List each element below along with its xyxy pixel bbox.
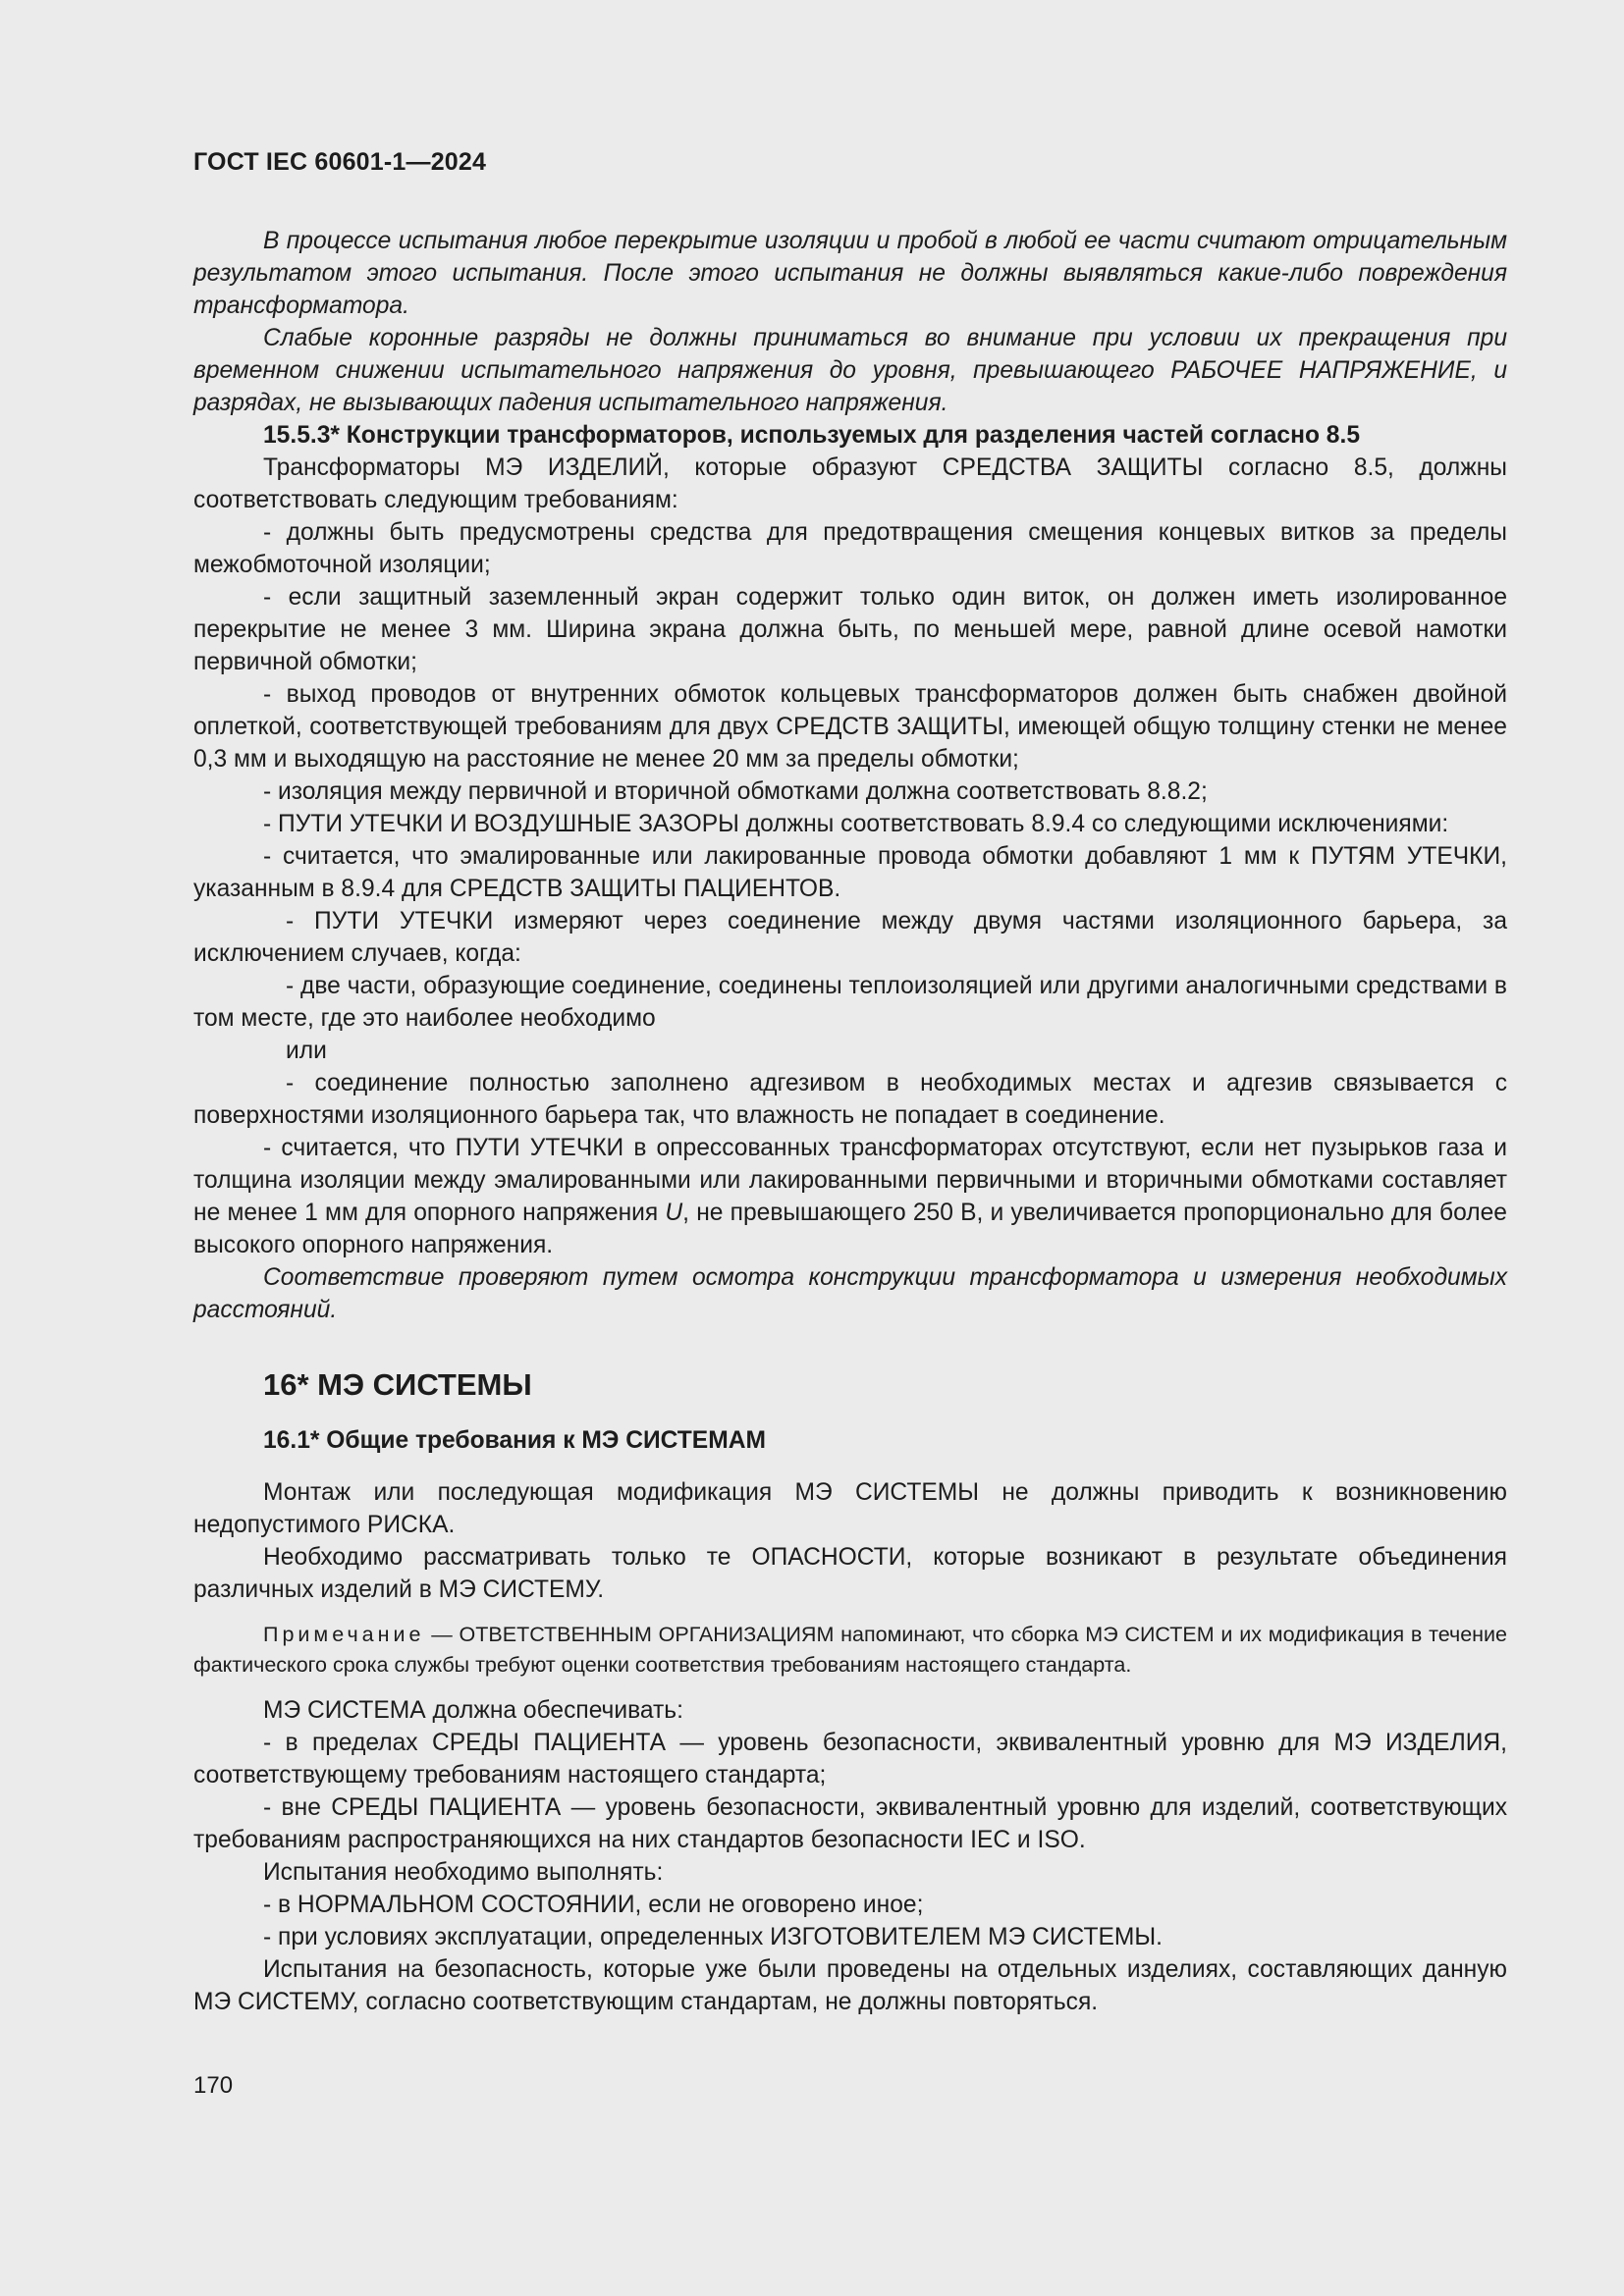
paragraph-compliance-check: Соответствие проверяют путем осмотра конструкции трансформатора и измерения необходимых расстояний. bbox=[193, 1264, 1507, 1323]
list-item-normal-condition: - в НОРМАЛЬНОМ СОСТОЯНИИ, если не оговорено иное; bbox=[263, 1892, 924, 1918]
list-item-enamelled-wire: - считается, что эмалированные или лакированные провода обмотки добавляют 1 мм к ПУТЯМ УТЕЧКИ, указанным в 8.9.4 для СРЕДСТВ ЗАЩИТЫ ПАЦИЕНТОВ. bbox=[193, 843, 1507, 902]
paragraph-me-system-assembly: Монтаж или последующая модификация МЭ СИСТЕМЫ не должны приводить к возникновению недопустимого РИСКА. bbox=[193, 1479, 1507, 1538]
list-item-within-patient-environment: - в пределах СРЕДЫ ПАЦИЕНТА — уровень безопасности, эквивалентный уровню для МЭ ИЗДЕЛИЯ, соответствующему требованиям настоящего стандарта; bbox=[193, 1730, 1507, 1789]
paragraph-hazards-combination: Необходимо рассматривать только те ОПАСНОСТИ, которые возникают в результате объединения различных изделий в МЭ СИСТЕМУ. bbox=[193, 1544, 1507, 1603]
section-16-heading: 16* МЭ СИСТЕМЫ bbox=[263, 1367, 532, 1402]
list-item-end-turns: - должны быть предусмотрены средства для предотвращения смещения концевых витков за пределы межобмоточной изоляции; bbox=[193, 519, 1507, 578]
note bbox=[193, 1620, 1507, 1681]
paragraph-corona-discharges: Слабые коронные разряды не должны приниматься во внимание при условии их прекращения при временном снижении испытательного напряжения до уровня, превышающего РАБОЧЕЕ НАПРЯЖЕНИЕ, и разрядах, не вызывающих падения испытательного напряжения. bbox=[193, 325, 1507, 416]
paragraph-me-system-shall-provide: МЭ СИСТЕМА должна обеспечивать: bbox=[263, 1697, 683, 1724]
list-item-cemented-joint: - две части, образующие соединение, соединены теплоизоляцией или другими аналогичными средствами в том месте, где это наиболее необходимо bbox=[193, 973, 1507, 1032]
note-label: Примечание bbox=[263, 1623, 425, 1646]
list-item-creepage-clearances: - ПУТИ УТЕЧКИ И ВОЗДУШНЫЕ ЗАЗОРЫ должны соответствовать 8.9.4 со следующими исключениями: bbox=[263, 811, 1449, 837]
list-item-toroidal-exit-wires: - выход проводов от внутренних обмоток кольцевых трансформаторов должен быть снабжен двойной оплеткой, соответствующей требованиям для двух СРЕДСТВ ЗАЩИТЫ, имеющей общую толщину стенки не менее 0,3 мм и выходящую на расстояние не менее 20 мм за пределы обмотки; bbox=[193, 681, 1507, 773]
list-item-primary-secondary-insulation: - изоляция между первичной и вторичной обмотками должна соответствовать 8.8.2; bbox=[263, 778, 1208, 805]
list-item-adhesive-joint: - соединение полностью заполнено адгезивом в необходимых местах и адгезив связывается с поверхностями изоляционного барьера так, что влажность не попадает в соединение. bbox=[193, 1070, 1507, 1129]
list-connector-or: или bbox=[286, 1038, 327, 1064]
list-item-outside-patient-environment: - вне СРЕДЫ ПАЦИЕНТА — уровень безопасности, эквивалентный уровню для изделий, соответствующих требованиям распространяющихся на них стандартов безопасности IEC и ISO. bbox=[193, 1794, 1507, 1853]
clause-15-5-3-heading: 15.5.3* Конструкции трансформаторов, используемых для разделения частей согласно 8.5 bbox=[263, 422, 1360, 449]
note-text: — ОТВЕТСТВЕННЫМ ОРГАНИЗАЦИЯМ напоминают, что сборка МЭ СИСТЕМ и их модификация в течение фактического срока службы требуют оценки соответствия требованиям настоящего стандарта. bbox=[193, 1623, 1507, 1677]
moulded-text-end: , не превышающего 250 В, и увеличивается пропорционально для более высокого опорного напряжения. bbox=[193, 1200, 1507, 1258]
document-body bbox=[193, 225, 1507, 2018]
list-item-earthed-screen: - если защитный заземленный экран содержит только один виток, он должен иметь изолированное перекрытие не менее 3 мм. Ширина экрана должна быть, по меньшей мере, равной длине осевой намотки первичной обмотки; bbox=[193, 584, 1507, 675]
paragraph-safety-tests-not-repeated: Испытания на безопасность, которые уже были проведены на отдельных изделиях, составляющих данную МЭ СИСТЕМУ, согласно соответствующим стандартам, не должны повторяться. bbox=[193, 1956, 1507, 2015]
list-item-operating-conditions: - при условиях эксплуатации, определенных ИЗГОТОВИТЕЛЕМ МЭ СИСТЕМЫ. bbox=[263, 1924, 1163, 1950]
moulded-text-start: - считается, что ПУТИ УТЕЧКИ в опрессованных трансформаторах отсутствуют, если нет пузырьков газа и толщина изоляции между эмалированными или лакированными первичными и вторичными обмотками составляет не менее 1 мм для опорного напряжения bbox=[193, 1135, 1507, 1226]
list-item-creepage-through-joint: - ПУТИ УТЕЧКИ измеряют через соединение между двумя частями изоляционного барьера, за исключением случаев, когда: bbox=[193, 908, 1507, 967]
paragraph-test-failure: В процессе испытания любое перекрытие изоляции и пробой в любой ее части считают отрицательным результатом этого испытания. После этого испытания не должны выявляться какие-либо повреждения трансформатора. bbox=[193, 228, 1507, 319]
page-number: 170 bbox=[193, 2072, 234, 2099]
clause-16-1-heading: 16.1* Общие требования к МЭ СИСТЕМАМ bbox=[263, 1427, 766, 1454]
document-header: ГОСТ IEC 60601-1—2024 bbox=[193, 148, 487, 176]
reference-voltage-symbol: U bbox=[665, 1200, 683, 1226]
paragraph-transformer-requirements: Трансформаторы МЭ ИЗДЕЛИЙ, которые образуют СРЕДСТВА ЗАЩИТЫ согласно 8.5, должны соответствовать следующим требованиям: bbox=[193, 454, 1507, 513]
paragraph-tests-performed: Испытания необходимо выполнять: bbox=[263, 1859, 664, 1886]
document-page bbox=[193, 0, 1507, 2296]
list-item-moulded-transformers bbox=[193, 1132, 1507, 1261]
